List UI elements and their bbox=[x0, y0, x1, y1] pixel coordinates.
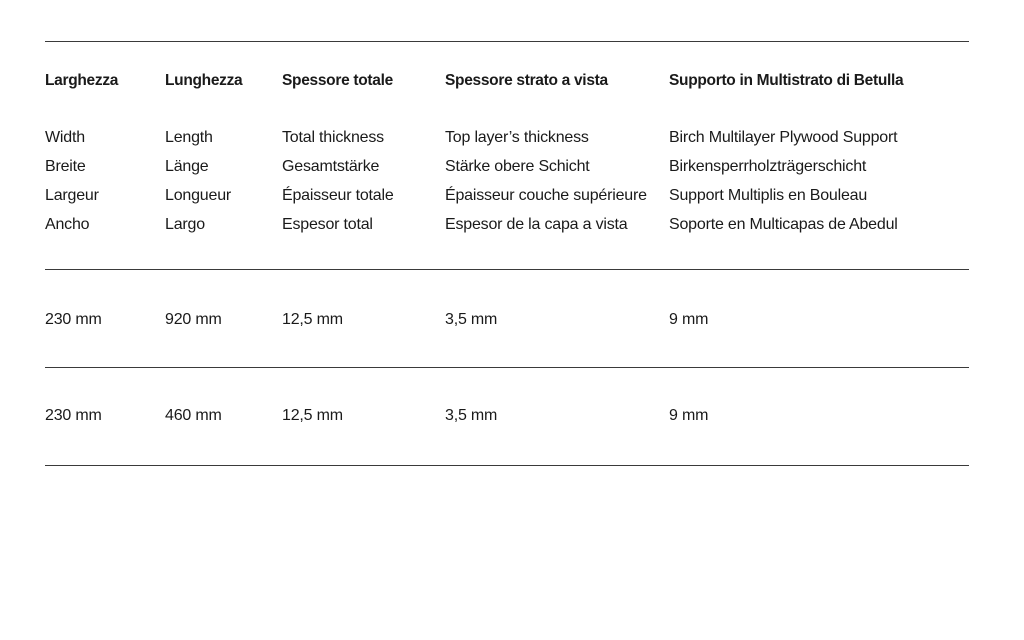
cell-support: 9 mm bbox=[669, 407, 709, 424]
translation-fr: Épaisseur couche supérieure bbox=[445, 187, 647, 204]
translations-support bbox=[669, 123, 898, 239]
cell-total-thickness: 12,5 mm bbox=[282, 311, 343, 328]
translation-en: Total thickness bbox=[282, 129, 384, 146]
row-divider-rule bbox=[45, 367, 969, 368]
translation-en: Top layer’s thickness bbox=[445, 129, 589, 146]
translation-de: Breite bbox=[45, 158, 86, 175]
translation-fr: Largeur bbox=[45, 187, 99, 204]
header-support: Supporto in Multistrato di Betulla bbox=[669, 72, 904, 89]
cell-top-layer-thickness: 3,5 mm bbox=[445, 407, 498, 424]
translation-en: Birch Multilayer Plywood Support bbox=[669, 129, 898, 146]
translation-de: Länge bbox=[165, 158, 209, 175]
translations-length bbox=[165, 123, 231, 239]
header-divider-rule bbox=[45, 269, 969, 270]
translation-es: Espesor total bbox=[282, 216, 373, 233]
cell-total-thickness: 12,5 mm bbox=[282, 407, 343, 424]
translation-es: Espesor de la capa a vista bbox=[445, 216, 628, 233]
cell-length: 460 mm bbox=[165, 407, 222, 424]
translation-de: Gesamtstärke bbox=[282, 158, 380, 175]
cell-length: 920 mm bbox=[165, 311, 222, 328]
translation-fr: Support Multiplis en Bouleau bbox=[669, 187, 868, 204]
translation-fr: Épaisseur totale bbox=[282, 187, 394, 204]
header-length: Lunghezza bbox=[165, 72, 243, 89]
header-top-layer-thickness: Spessore strato a vista bbox=[445, 72, 608, 89]
translation-fr: Longueur bbox=[165, 187, 232, 204]
cell-width: 230 mm bbox=[45, 311, 102, 328]
cell-support: 9 mm bbox=[669, 311, 709, 328]
translation-es: Ancho bbox=[45, 216, 90, 233]
translation-en: Width bbox=[45, 129, 85, 146]
translation-de: Birkensperrholzträgerschicht bbox=[669, 158, 867, 175]
header-width: Larghezza bbox=[45, 72, 119, 89]
translations-top-layer-thickness bbox=[445, 123, 647, 239]
translations-width bbox=[45, 123, 99, 239]
cell-width: 230 mm bbox=[45, 407, 102, 424]
table-bottom-rule bbox=[45, 465, 969, 466]
table-top-rule bbox=[45, 41, 969, 42]
translation-es: Largo bbox=[165, 216, 205, 233]
cell-top-layer-thickness: 3,5 mm bbox=[445, 311, 498, 328]
translation-en: Length bbox=[165, 129, 213, 146]
translation-es: Soporte en Multicapas de Abedul bbox=[669, 216, 898, 233]
translations-total-thickness bbox=[282, 123, 394, 239]
header-total-thickness: Spessore totale bbox=[282, 72, 393, 89]
translation-de: Stärke obere Schicht bbox=[445, 158, 590, 175]
